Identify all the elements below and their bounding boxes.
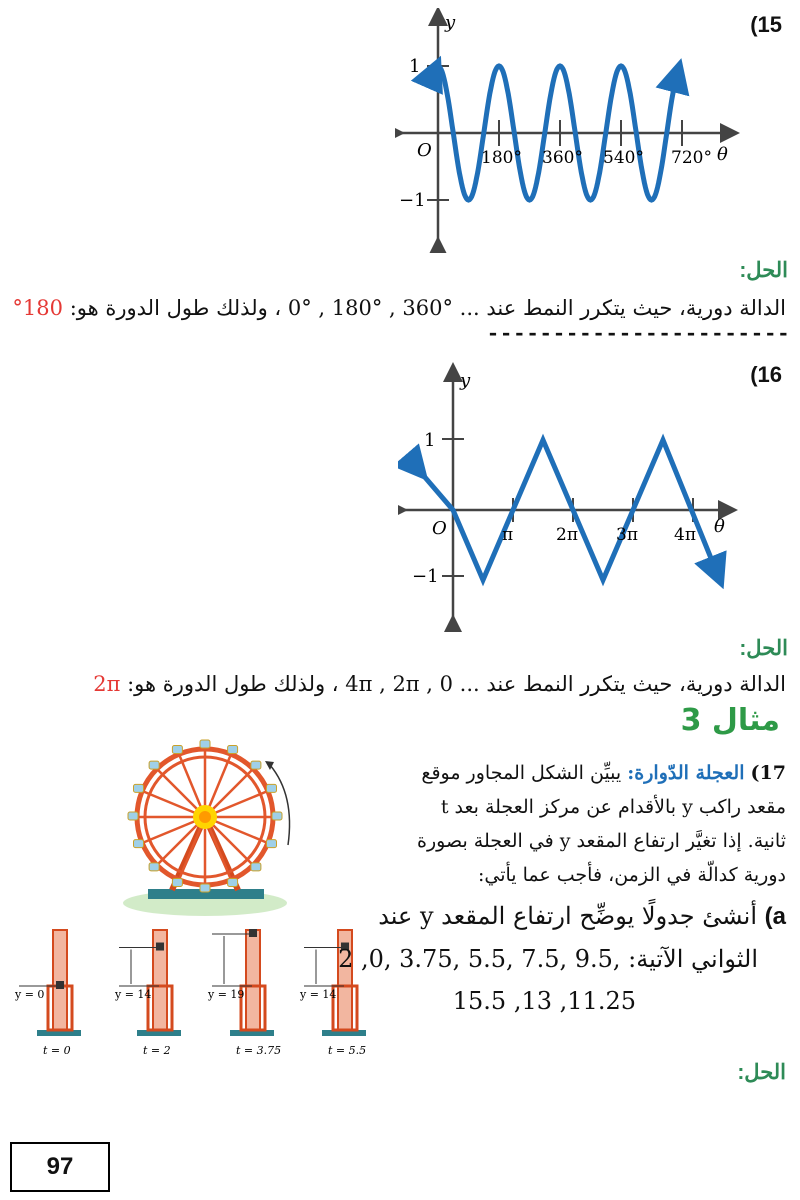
q15-origin: O <box>417 140 432 161</box>
y-value-label: y = 14 <box>115 988 152 1001</box>
wheel-car <box>128 812 138 820</box>
wheel-car <box>251 863 261 871</box>
q16-y-tick-neg1: −1 <box>412 566 439 587</box>
t-value-label: t = 5.5 <box>328 1044 367 1057</box>
y-value-label: y = 19 <box>208 988 245 1001</box>
q16-x-tick-label: 2π <box>556 525 578 545</box>
problem-title: العجلة الدّوارة: <box>627 762 745 784</box>
wheel-car <box>149 761 159 769</box>
q15-graph <box>395 8 740 253</box>
q16-x-tick-label: 4π <box>674 525 696 545</box>
q15-x-tick-label: 360° <box>542 148 583 168</box>
seat <box>156 943 164 951</box>
q15-solution-label: الحل: <box>739 259 788 282</box>
tower-panel <box>114 930 181 1057</box>
wheel-car <box>267 840 277 848</box>
wheel-car <box>200 740 210 748</box>
wheel-car <box>172 879 182 887</box>
q15-y-tick-neg1: −1 <box>399 190 426 211</box>
wheel-car <box>134 840 144 848</box>
tower-column <box>53 930 67 1030</box>
tower-panel <box>207 929 281 1057</box>
tower-column <box>246 930 260 1030</box>
wheel-car <box>272 812 282 820</box>
page-number: 97 <box>10 1142 110 1192</box>
q15-y-label: y <box>445 12 456 33</box>
q15-x-label: θ <box>717 144 728 165</box>
example3-solution-label: الحل: <box>737 1061 786 1084</box>
y-value-label: y = 0 <box>15 988 45 1001</box>
question-16-number: (16 <box>750 362 782 387</box>
tower-panel <box>14 930 81 1057</box>
q15-period-answer: 180° <box>12 296 64 320</box>
wheel-car <box>149 863 159 871</box>
seat <box>249 929 257 937</box>
example-3-heading: مثال 3 <box>680 703 780 738</box>
q16-origin: O <box>432 518 447 539</box>
q16-graph <box>398 362 738 632</box>
t-value-label: t = 2 <box>143 1044 171 1057</box>
seat <box>56 981 64 989</box>
q16-y-tick-1: 1 <box>424 430 436 451</box>
y-value-label: y = 14 <box>300 988 337 1001</box>
wheel-car <box>134 784 144 792</box>
q16-x-tick-label: 3π <box>616 525 638 545</box>
q15-y-tick-1: 1 <box>409 56 421 77</box>
separator: ----------------------- <box>486 322 790 347</box>
wheel-car <box>200 884 210 892</box>
problem-number: 17) <box>750 762 786 784</box>
wheel-car <box>228 746 238 754</box>
wheel-car <box>267 784 277 792</box>
ferris-wheel-illustration <box>110 735 315 920</box>
q16-solution-label: الحل: <box>739 637 788 660</box>
q16-x-tick-label: π <box>502 525 514 545</box>
wheel-car <box>228 879 238 887</box>
q15-x-tick-label: 720° <box>671 148 712 168</box>
q15-solution-text: الدالة دورية، حيث يتكرر النمط عند ... °360 , °180 , °0 ، ولذلك طول الدورة هو: 180° <box>12 296 786 320</box>
part-a: a) أنشئ جدولًا يوضِّح ارتفاع المقعد y عند الثواني الآتية: ,9.5 ,7.5 ,5.5 ,3.75 ,0, 2 11.25, 13, 15.5 <box>338 902 786 1015</box>
wheel-car <box>251 761 261 769</box>
seat-height-towers <box>14 918 374 1068</box>
q16-period-answer: 2π <box>93 672 121 696</box>
q16-x-label: θ <box>714 516 725 537</box>
wheel-car <box>172 746 182 754</box>
question-15-number: (15 <box>750 12 782 37</box>
q15-x-tick-label: 540° <box>603 148 644 168</box>
t-value-label: t = 0 <box>43 1044 71 1057</box>
part-a-label: a) <box>764 903 786 930</box>
problem-17: 17) العجلة الدّوارة: يبيِّن الشكل المجاور موقع مقعد راكب y بالأقدام عن مركز العجلة بعد t ثانية. إذا تغيَّر ارتفاع المقعد y في العجلة بصورة دورية كدالّة في الزمن، فأجب عما يأتي: <box>417 762 786 886</box>
t-value-label: t = 3.75 <box>236 1044 282 1057</box>
q16-solution-text: الدالة دورية، حيث يتكرر النمط عند ... 4π , 2π , 0 ، ولذلك طول الدورة هو: 2π <box>93 672 786 696</box>
q15-x-tick-label: 180° <box>481 148 522 168</box>
q16-y-label: y <box>460 370 471 391</box>
